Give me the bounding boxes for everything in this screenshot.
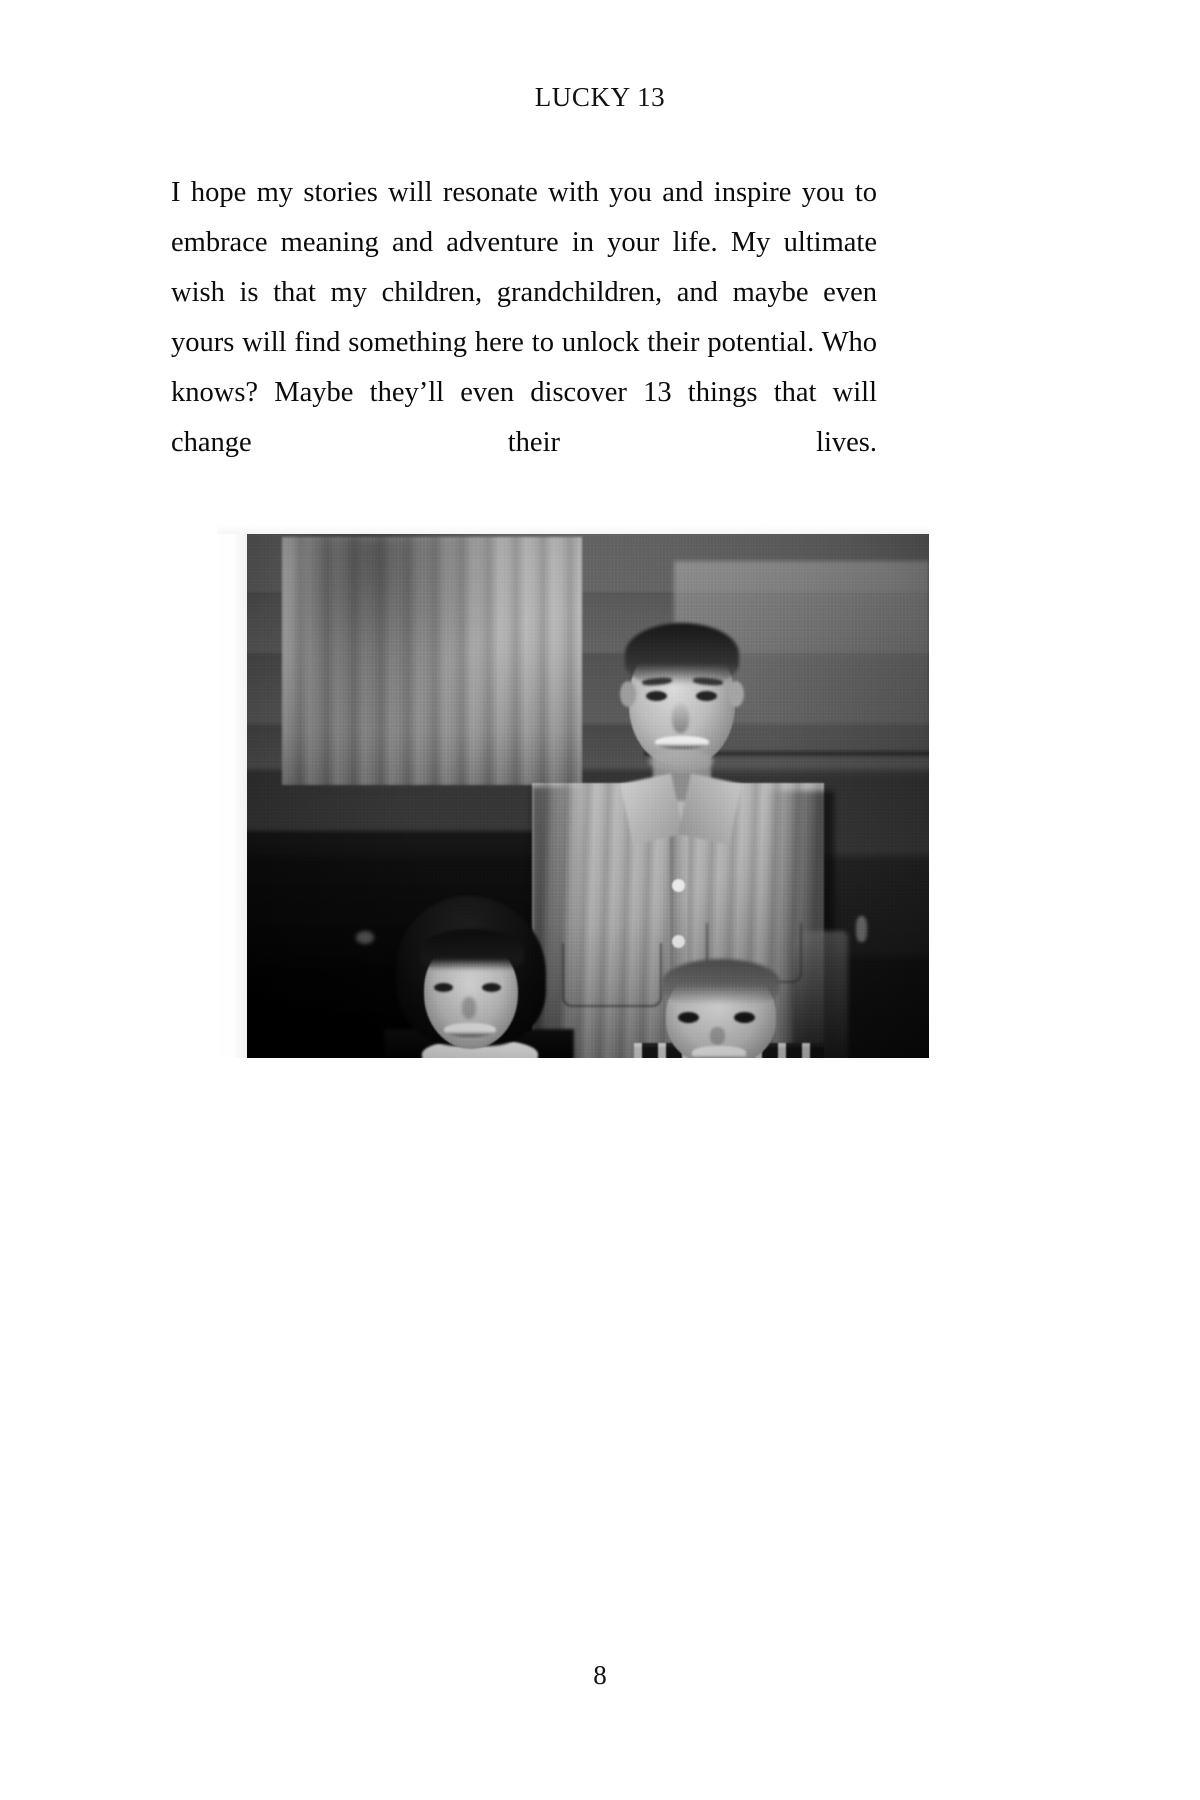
wall-knob-speck: [356, 931, 374, 944]
photograph-frame: [217, 524, 929, 1058]
man-nose: [672, 703, 689, 733]
man-eye: [696, 691, 717, 701]
girl-eye: [482, 983, 501, 992]
girl-eye: [434, 983, 453, 992]
man-shirt-button: [672, 879, 685, 892]
man-shirt-shadow-left: [532, 786, 584, 1058]
boy-eye: [734, 1012, 755, 1023]
boy-smile: [692, 1046, 746, 1058]
right-wall-speck: [856, 916, 867, 942]
page-number: 8: [593, 1660, 607, 1690]
running-header: LUCKY 13: [534, 82, 666, 112]
curtain-shadow: [304, 531, 494, 781]
man-shirt-pocket: [562, 943, 662, 1007]
body-text-block: [171, 168, 877, 518]
man-smile: [655, 736, 709, 749]
family-photograph-image: [244, 531, 929, 1058]
man-ear: [728, 681, 744, 707]
girl-nose: [462, 997, 476, 1019]
boy-nose: [710, 1027, 725, 1045]
man-eye: [646, 691, 667, 701]
boy-eye: [678, 1012, 699, 1023]
man-chin: [648, 750, 714, 772]
girl-bangs: [420, 929, 524, 971]
man-shirt-button: [672, 935, 685, 948]
body-paragraph: I hope my stories will resonate with you and inspire you to embrace meaning and adventure in your life. My ultimate wish is that my children, grandchildren, and maybe even yours will find something here to unlock their potential. Who knows? Maybe they’ll even discover 13 things that will change their lives.: [171, 177, 877, 458]
girl-smile: [444, 1023, 496, 1037]
boy-hair: [662, 959, 780, 1005]
man-hair: [625, 623, 739, 685]
photograph-figure: [217, 524, 929, 1058]
man-ear: [620, 681, 636, 707]
